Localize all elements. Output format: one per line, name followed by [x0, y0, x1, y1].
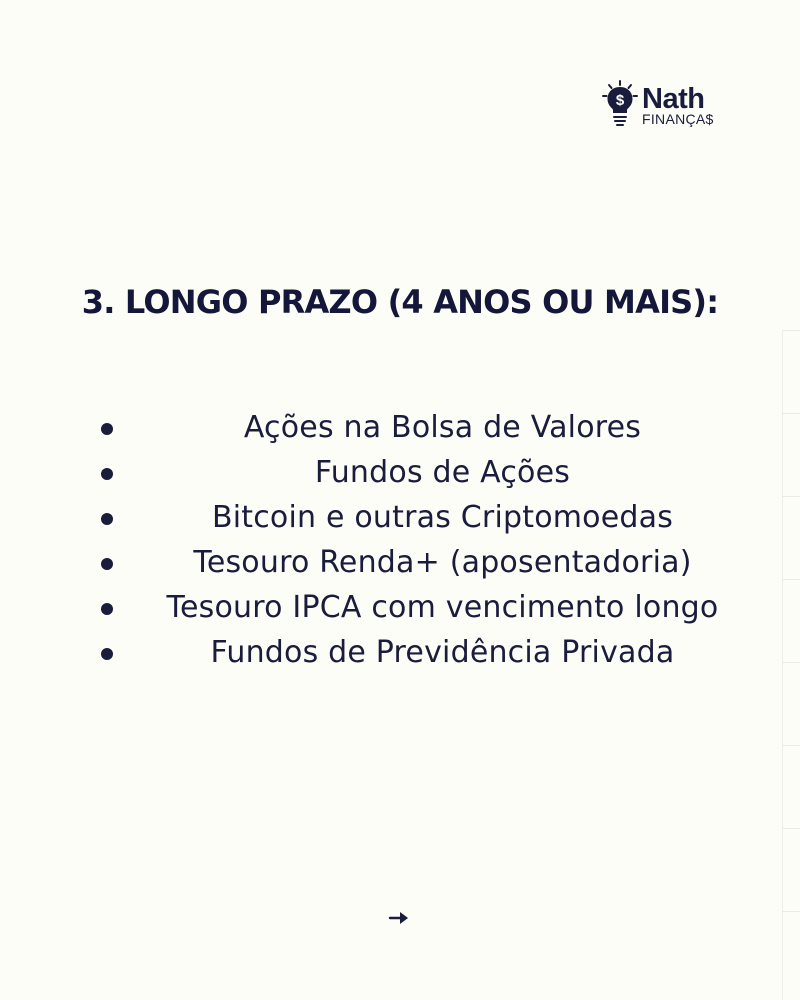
list-item	[100, 540, 730, 585]
list-item	[100, 495, 730, 540]
bullet-icon	[101, 468, 113, 480]
brand-logo	[600, 80, 722, 130]
list-item-text: Tesouro IPCA com vencimento longo	[166, 590, 719, 625]
list-item-text: Tesouro Renda+ (aposentadoria)	[193, 545, 692, 580]
bullet-icon	[101, 513, 113, 525]
bullet-icon	[101, 648, 113, 660]
next-arrow-button[interactable]	[387, 905, 413, 931]
bullet-icon	[101, 423, 113, 435]
list-item-text: Ações na Bolsa de Valores	[243, 410, 642, 445]
lightbulb-dollar-icon	[600, 80, 640, 130]
svg-text:$: $	[615, 92, 625, 109]
list-item	[100, 405, 730, 450]
list-item-text: Fundos de Previdência Privada	[210, 635, 675, 670]
logo-subtitle: FINANÇA$	[642, 111, 714, 127]
list-item-text: Bitcoin e outras Criptomoedas	[211, 500, 674, 535]
section-heading: 3. LONGO PRAZO (4 ANOS OU MAIS):	[81, 283, 719, 321]
list-item-text: Fundos de Ações	[314, 455, 571, 490]
page-edge-strip	[782, 330, 800, 1000]
list-item	[100, 585, 730, 630]
bullet-icon	[101, 558, 113, 570]
list-item	[100, 630, 730, 675]
investment-list	[100, 405, 730, 675]
arrow-right-icon	[387, 905, 413, 931]
bullet-icon	[101, 603, 113, 615]
logo-name: Nath	[642, 83, 705, 115]
list-item	[100, 450, 730, 495]
